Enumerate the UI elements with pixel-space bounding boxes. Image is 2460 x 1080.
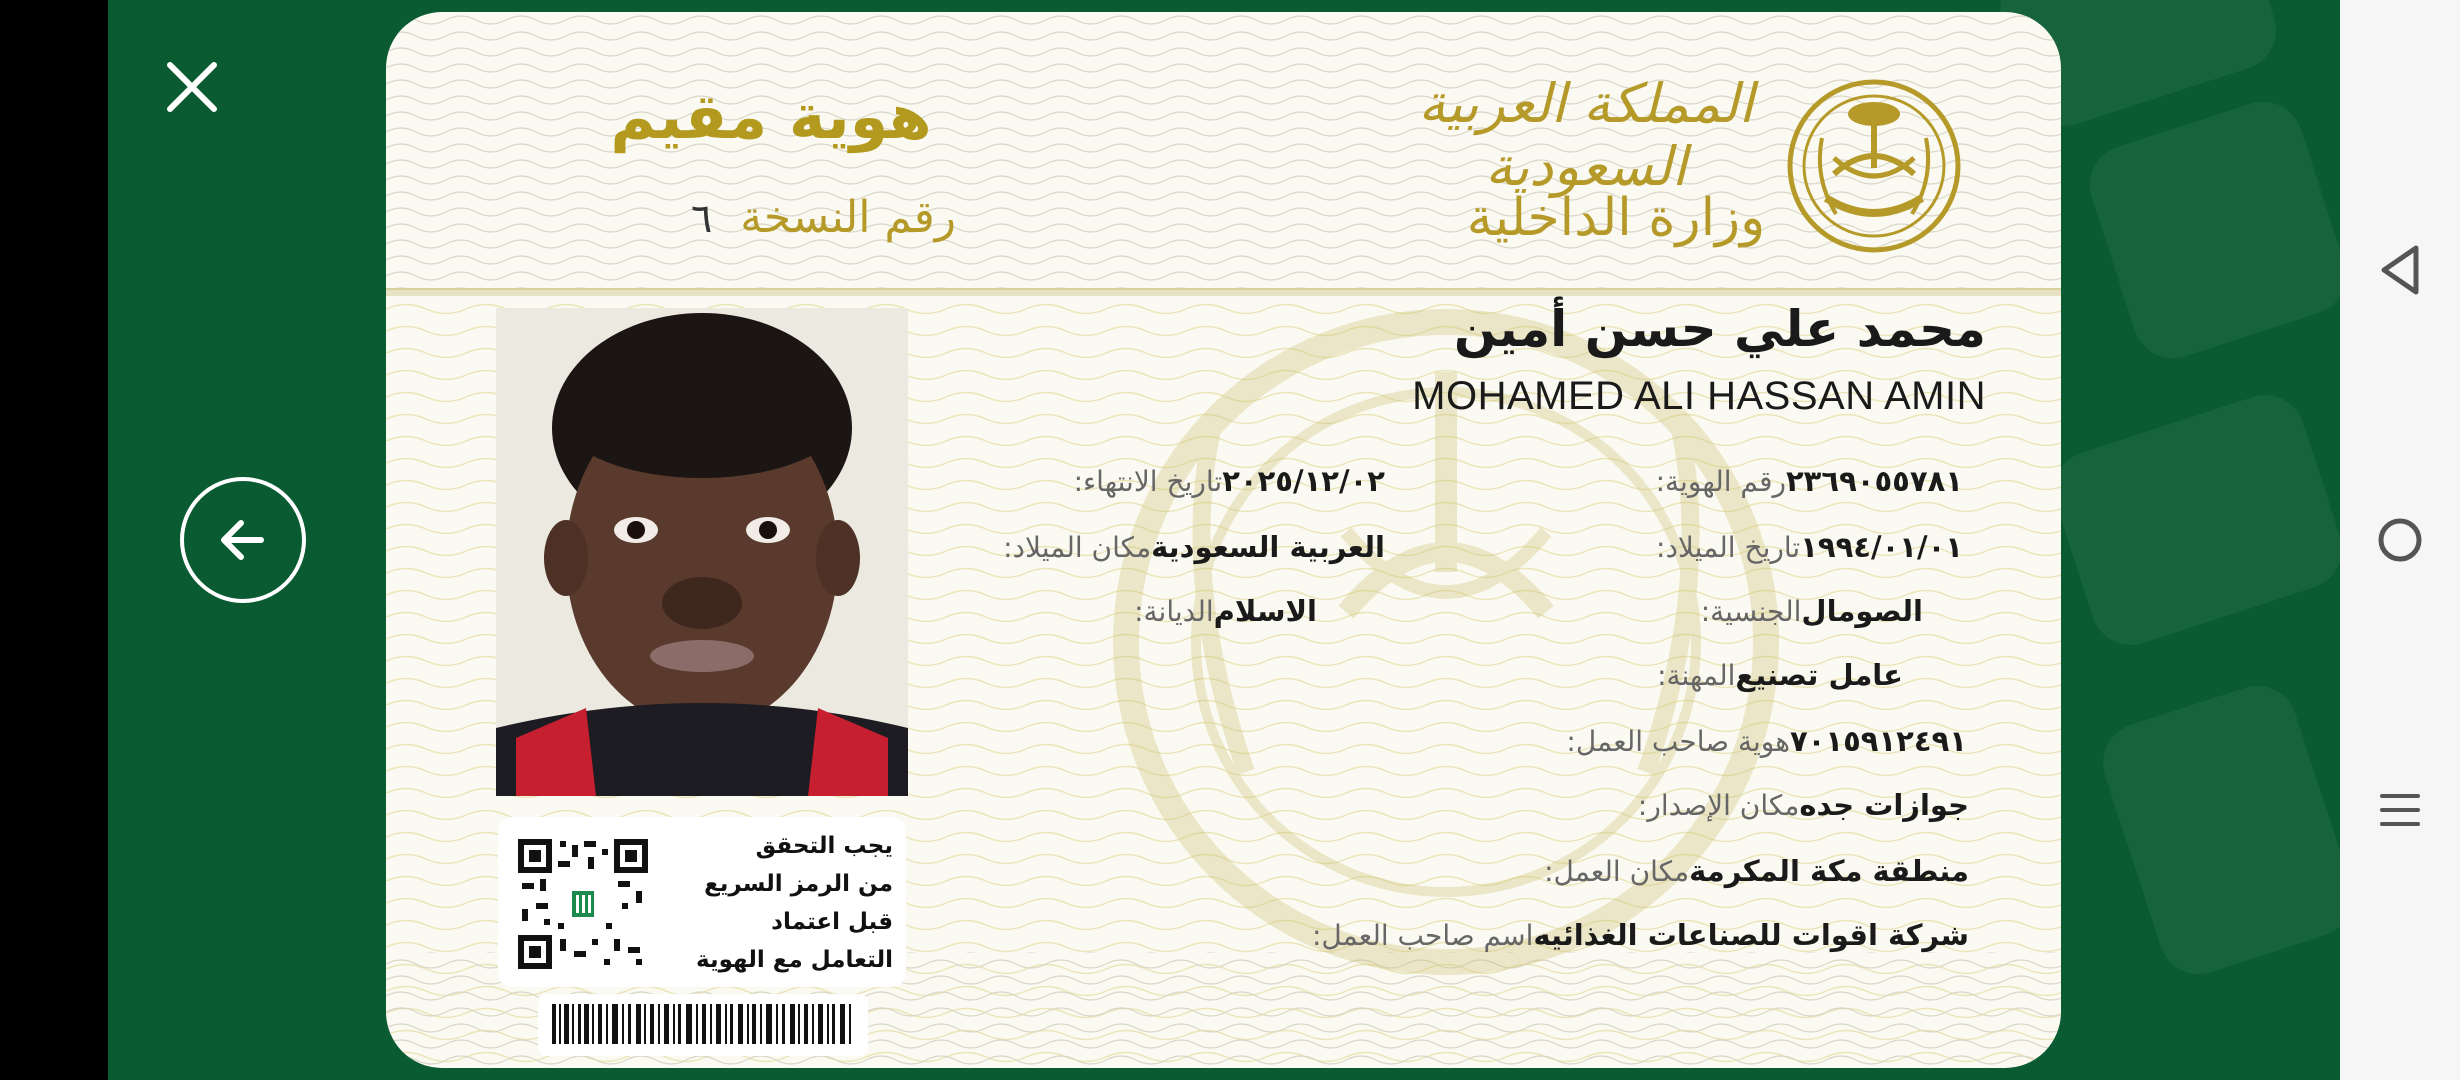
close-button[interactable] (150, 45, 234, 129)
version-label: رقم النسخة (740, 192, 956, 243)
field-religion (1134, 594, 1413, 628)
menu-icon (2378, 788, 2422, 832)
card-title: هوية مقيم (610, 80, 932, 153)
qr-note-line: من الرمز السريع (704, 871, 893, 897)
field-value: الاسلام (1213, 594, 1317, 628)
holder-name-arabic: محمد علي حسن أمين (1453, 300, 1986, 358)
kingdom-name: المملكة العربية السعودية (1418, 72, 1754, 198)
field-value: منطقة مكة المكرمة (1689, 854, 1969, 888)
field-issue-place (1638, 788, 1983, 822)
field-label: تاريخ الانتهاء: (1073, 465, 1223, 498)
field-employer-name (1312, 918, 1983, 952)
system-navigation-bar (2340, 0, 2460, 1080)
field-value: الصومال (1801, 594, 1923, 628)
qr-note-line: التعامل مع الهوية (696, 947, 893, 973)
field-id-number (1656, 464, 1983, 498)
holder-photo (496, 308, 908, 796)
field-work-place (1544, 854, 1983, 888)
nav-menu-button[interactable] (2340, 750, 2460, 870)
field-occupation (1657, 658, 1983, 692)
field-value: العربية السعودية (1151, 530, 1385, 564)
portrait-image (496, 308, 908, 796)
background-decoration (2043, 385, 2340, 656)
qr-code[interactable] (518, 839, 648, 969)
field-label: مكان الميلاد: (1003, 531, 1152, 564)
field-expiry-date (1074, 464, 1413, 498)
barcode-image (538, 994, 868, 1056)
background-decoration (2079, 91, 2340, 368)
barcode (538, 994, 868, 1056)
field-label: اسم صاحب العمل: (1311, 919, 1534, 952)
field-value: عامل تصنيع (1735, 658, 1903, 692)
arrow-left-icon (213, 510, 273, 570)
qr-panel (498, 817, 906, 987)
field-label: هوية صاحب العمل: (1566, 725, 1790, 758)
field-label: الجنسية: (1700, 595, 1802, 628)
version-row (606, 192, 956, 243)
saudi-emblem-icon (1786, 78, 1962, 254)
ministry-name: وزارة الداخلية (1466, 188, 1766, 248)
holder-name-english: MOHAMED ALI HASSAN AMIN (1412, 374, 1986, 418)
header-divider (386, 288, 2061, 296)
qr-note-line: يجب التحقق (755, 833, 893, 859)
field-value: ٧٠١٥٩١٢٤٩١ (1789, 724, 1967, 758)
nav-back-button[interactable] (2340, 210, 2460, 330)
field-value: جوازات جده (1799, 788, 1969, 822)
field-value: ١٩٩٤/٠١/٠١ (1800, 530, 1963, 564)
field-birth-place (1003, 530, 1413, 564)
iqama-card (386, 12, 2061, 1068)
nav-home-button[interactable] (2340, 480, 2460, 600)
qr-note-line: قبل اعتماد (771, 909, 893, 935)
field-label: مكان العمل: (1544, 855, 1690, 888)
field-label: مكان الإصدار: (1637, 789, 1800, 822)
version-value: ٦ (690, 196, 713, 242)
left-system-strip (0, 0, 108, 1080)
close-icon (164, 59, 220, 115)
back-button[interactable] (180, 477, 306, 603)
field-value: ٢٣٦٩٠٥٥٧٨١ (1785, 464, 1963, 498)
field-value: ٢٠٢٥/١٢/٠٢ (1222, 464, 1385, 498)
background-decoration (2093, 675, 2340, 984)
field-label: الديانة: (1134, 595, 1214, 628)
field-label: تاريخ الميلاد: (1656, 531, 1801, 564)
triangle-back-icon (2378, 244, 2422, 296)
field-label: رقم الهوية: (1655, 465, 1786, 498)
field-birth-date (1656, 530, 1983, 564)
field-label: المهنة: (1657, 659, 1736, 692)
field-employer-id (1566, 724, 1983, 758)
field-nationality (1701, 594, 1983, 628)
circle-home-icon (2376, 516, 2424, 564)
qr-verification-note (678, 827, 893, 979)
field-value: شركة اقوات للصناعات الغذائيه (1533, 918, 1969, 952)
